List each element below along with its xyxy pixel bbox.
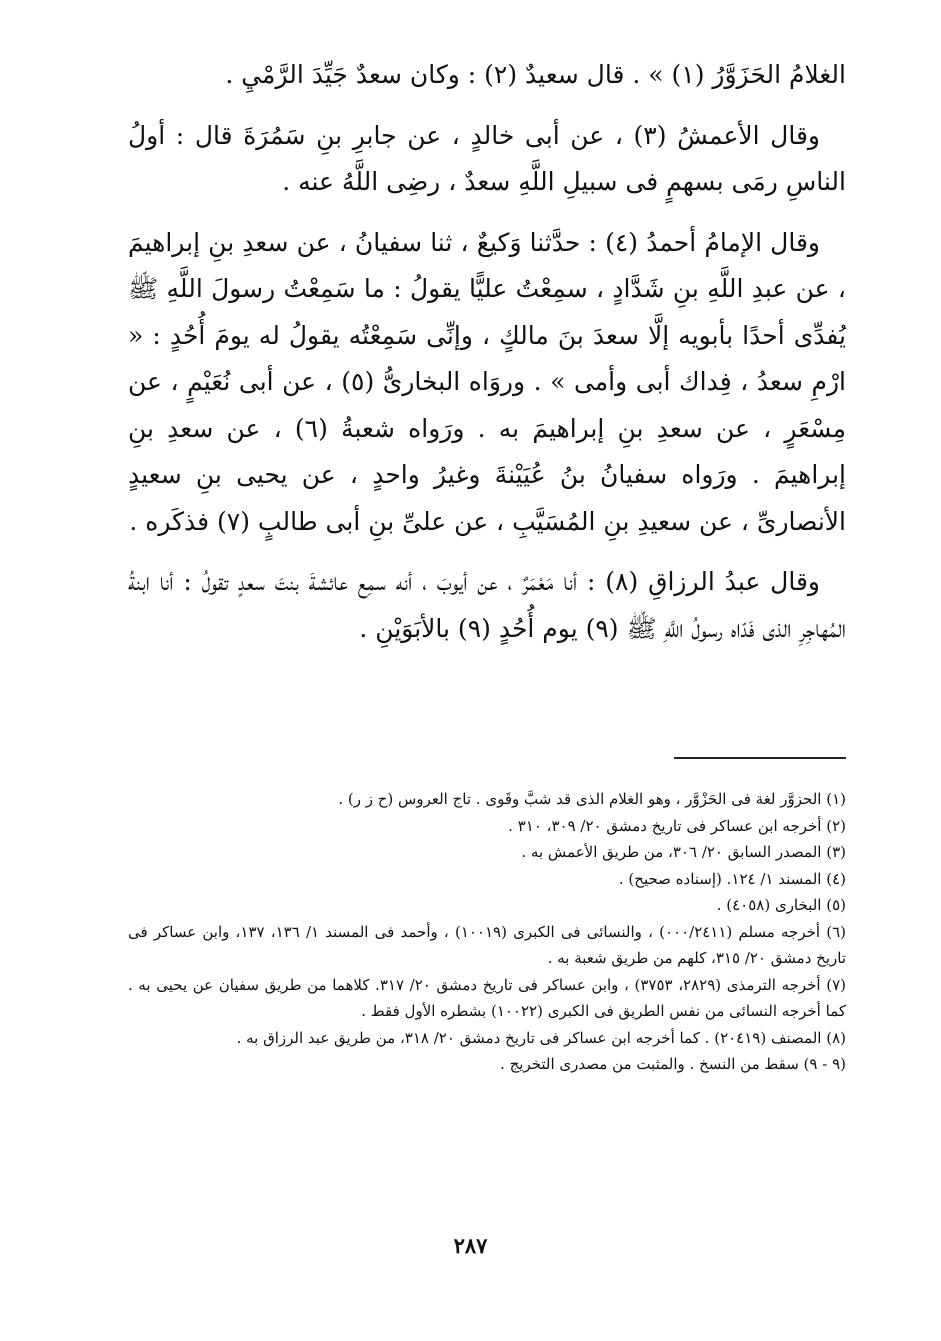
footnote-separator <box>674 757 846 759</box>
footnote-7: (٧) أخرجه الترمذى (٢٨٢٩، ٣٧٥٣) ، وابن عساكر فى تاريخ دمشق ٢٠/ ٣١٧. كلاهما من طريق سفيان عن يحيى به . كما أخرجه النسائى من نفس الطريق فى الكبرى (١٠٠٢٢) بشطره الأول فقط . <box>128 975 846 1020</box>
paragraph-3: وقال الإمامُ أحمدُ (٤) : حدَّثنا وَكيعٌ ، ثنا سفيانُ ، عن سعدِ بنِ إبراهيمَ ، عن عبدِ اللَّهِ بنِ شَدَّادٍ ، سمِعْتُ عليًّا يقولُ : ما سَمِعْتُ رسولَ اللَّهِ ﷺ يُفدِّى أحدًا بأبويه إلَّا سعدَ بنَ مالكٍ ، وإنِّى سَمِعْتُه يقولُ له يومَ أُحُدٍ : « ارْمِ سعدُ ، فِداك أبى وأمى » . وروَاه البخارىُّ (٥) ، عن أبى نُعَيْمٍ ، عن مِسْعَرٍ ، عن سعدِ بنِ إبراهيمَ به . ورَواه شعبةُ (٦) ، عن سعدِ بنِ إبراهيمَ . ورَواه سفيانُ بنُ عُيَيْنةَ وغيرُ واحدٍ ، عن يحيى بنِ سعيدٍ الأنصارىِّ ، عن سعيدِ بنِ المُسَيَّبِ ، عن علىِّ بنِ أبى طالبٍ (٧) فذكَره . <box>128 227 846 536</box>
main-text <box>128 52 846 666</box>
footnote-2: (٢) أخرجه ابن عساكر فى تاريخ دمشق ٢٠/ ٣٠٩، ٣١٠ . <box>508 816 846 835</box>
footnote-3: (٣) المصدر السابق ٢٠/ ٣٠٦، من طريق الأعمش به . <box>521 843 846 861</box>
page-number: ٢٨٧ <box>453 1233 488 1258</box>
footnote-9: (٩ - ٩) سقط من النسخ . والمثبت من مصدرى التخريج . <box>500 1055 846 1073</box>
footnote-6: (٦) أخرجه مسلم (٠٠٠/٢٤١١) ، والنسائى فى الكبرى (١٠٠١٩) ، وأحمد فى المسند ١/ ١٣٦، ١٣٧، وابن عساكر فى تاريخ دمشق ٢٠/ ٣١٥، كلهم من طريق شعبة به . <box>128 922 847 967</box>
footnote-5: (٥) البخارى (٤٠٥٨) . <box>716 896 846 914</box>
paragraph-1: الغلامُ الحَزَوَّرُ (١) » . قال سعيدٌ (٢) : وكان سعدٌ جَيِّدَ الرَّمْيِ . <box>225 60 846 89</box>
footnote-4: (٤) المسند ١/ ١٢٤. (إسناده صحيح) . <box>618 869 846 888</box>
footnote-1: (١) الحزوَّر لغة فى الحَزْوَّر ، وهو الغلام الذى قد شبَّ وقَوى . تاج العروس (ح ز ر) . <box>338 790 846 808</box>
paragraph-2: وقال الأعمشُ (٣) ، عن أبى خالدٍ ، عن جابرِ بنِ سَمُرَةَ قال : أولُ الناسِ رمَى بسهمٍ فى سبيلِ اللَّهِ سعدٌ ، رضِى اللَّهُ عنه . <box>128 120 846 196</box>
footnote-8: (٨) المصنف (٢٠٤١٩) . كما أخرجه ابن عساكر فى تاريخ دمشق ٢٠/ ٣١٨، من طريق عبد الرزاق به . <box>236 1028 846 1047</box>
footnotes <box>128 786 846 1078</box>
paragraph-4: وقال عبدُ الرزاقِ (٨) : أنا مَعْمَرٌ ، عن أيوبَ ، أنه سمِع عائشةَ بنتَ سعدٍ تقولُ : أنا ابنةُ المُهاجِرِ الذى فَدّاه رسولُ اللَّهِ ﷺ (٩) يوم أُحُدٍ (٩) بالأبَوَيْنِ . <box>128 567 846 643</box>
